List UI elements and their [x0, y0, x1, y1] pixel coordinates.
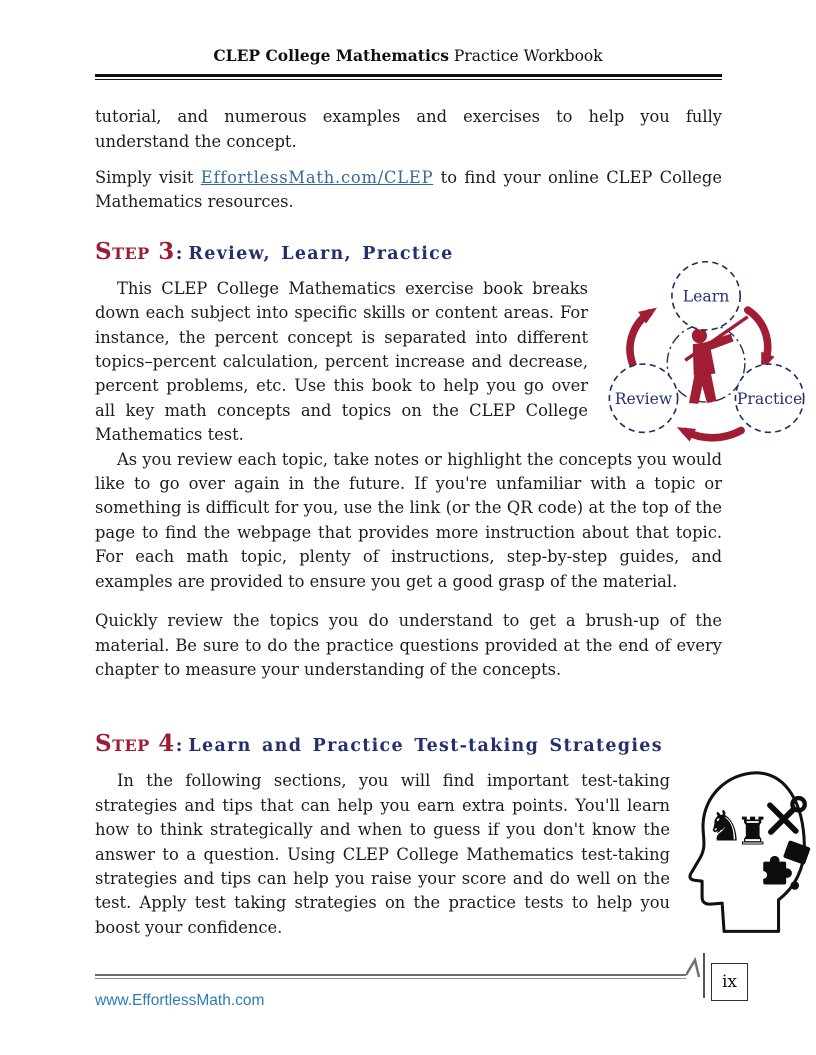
review-learn-practice-diagram: [598, 277, 816, 443]
strategy-head-icon: [678, 769, 816, 935]
chess-knight-icon: ♞: [705, 801, 744, 851]
practice-label: Practice: [736, 388, 803, 408]
header-title-rest: Practice Workbook: [449, 47, 603, 65]
step3-paragraph-1: This CLEP College Mathematics exercise book breaks down each subject into specific skills or content areas. For instance, the percent concept is separated into different topics–percent calculation, percent increase and decrease, percent problems, etc. Use this book to help you go over all key math concepts and topics on the CLEP College Mathematics test.: [95, 278, 588, 445]
page-number-box: [711, 963, 748, 1001]
step3-label: Step 3: [95, 237, 175, 265]
strategy-head-svg: [678, 767, 816, 939]
step3-paragraph-2: As you review each topic, take notes or highlight the concepts you would like to go over again in the future. If you're unfamiliar with a topic or something is difficult for you, use the link (or the QR code) at the top of the page to find the webpage that provides more instruction about that topic. For each math topic, plenty of instructions, step-by-step guides, and examples are provided to ensure you get a good grasp of the material.: [95, 449, 722, 591]
crossed-tools-icon: [770, 806, 796, 833]
arrow-practice-to-review: [685, 430, 741, 437]
cycle-diagram-svg: [598, 249, 816, 447]
arrow-learn-to-practice: [748, 310, 768, 362]
step3-section: [0, 277, 816, 594]
step4-paragraph: In the following sections, you will find important test-taking strategies and tips that can help you earn extra points. You'll learn how to think strategically and when to guess if you don't know the answer to a question. Using CLEP College Mathematics test-taking strategies and tips can help you raise your score and do well on the test. Apply test taking strategies on the practice tests to help you boost your confidence.: [95, 771, 670, 937]
intro-paragraph: tutorial, and numerous examples and exercises to help you fully understand the concept.: [95, 107, 722, 151]
footer-website-link[interactable]: www.EffortlessMath.com: [95, 992, 265, 1009]
page-number: ix: [721, 972, 738, 992]
header-title-bold: CLEP College Mathematics: [213, 46, 449, 65]
link-paragraph: [95, 166, 722, 215]
step3-title: Review, Learn, Practice: [188, 243, 454, 264]
step4-title: Learn and Practice Test-taking Strategies: [188, 736, 663, 757]
header-rule: [95, 74, 722, 80]
step4-label: Step 4: [95, 730, 175, 758]
step3-paragraph-3: Quickly review the topics you do understand to get a brush-up of the material. Be sure to do the practice questions provided at the end of every chapter to measure your understanding of the concepts.: [95, 611, 722, 679]
page-header: [0, 0, 816, 65]
step3-colon: :: [175, 242, 183, 264]
learn-label: Learn: [682, 286, 730, 306]
step4-colon: :: [175, 735, 183, 757]
footer-rule: [95, 974, 686, 979]
step4-section: [0, 769, 816, 940]
effortlessmath-clep-link[interactable]: EffortlessMath.com/CLEP: [200, 168, 434, 187]
review-label: Review: [614, 388, 673, 408]
arrow-review-to-learn: [630, 313, 649, 365]
link-paragraph-after: to find your online CLEP College Mathematics resources.: [95, 168, 722, 212]
step4-heading: [95, 728, 722, 757]
chess-pieces-icon: [706, 802, 770, 855]
link-paragraph-before: Simply visit: [95, 168, 201, 187]
wrench-head: [792, 798, 804, 810]
chess-rook-icon: ♜: [735, 810, 770, 855]
footer-rule-connector: [686, 950, 712, 1002]
